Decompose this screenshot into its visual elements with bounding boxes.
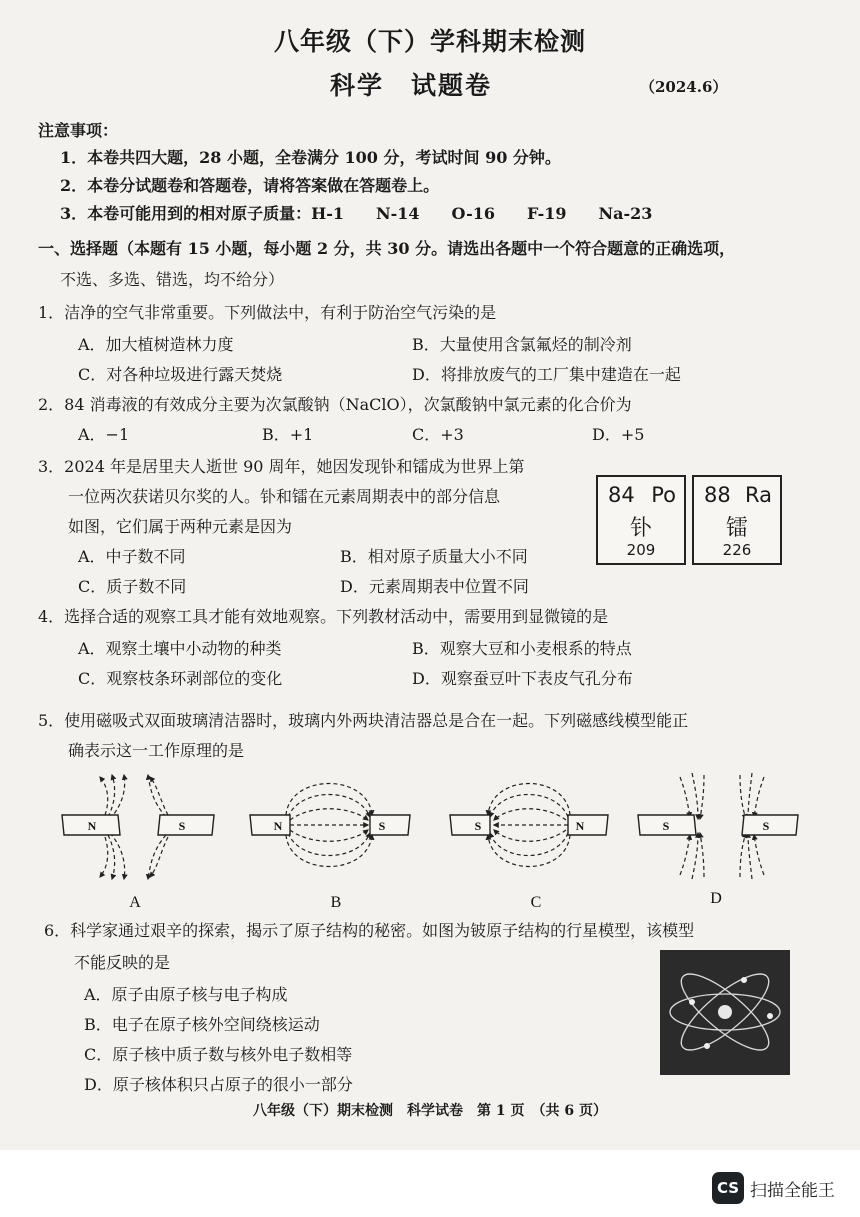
scanner-watermark [712, 1172, 835, 1204]
q6-option-b: B．电子在原子核外空间绕核运动 [84, 1015, 320, 1034]
note-item-1: 1．本卷共四大题，28 小题，全卷满分 100 分，考试时间 90 分钟。 [60, 148, 561, 167]
q6-stem-line1: 6．科学家通过艰辛的探索，揭示了原子结构的秘密。如图为铍原子结构的行星模型，该模型 [44, 921, 695, 940]
q5-stem-line1: 5．使用磁吸式双面玻璃清洁器时，玻璃内外两块清洁器总是合在一起。下列磁感线模型能正 [38, 711, 689, 730]
element-name: 钋 [629, 516, 652, 541]
diagram-d-label: D [710, 890, 722, 907]
camscanner-logo-text: 扫描全能王 [750, 1180, 835, 1201]
q1-stem: 1．洁净的空气非常重要。下列做法中，有利于防治空气污染的是 [38, 303, 497, 322]
diagram-a-right-magnet [158, 815, 214, 835]
diagram-c-field-lines [488, 784, 570, 867]
element-name: 镭 [725, 516, 748, 541]
q1-option-a: A．加大植树造林力度 [78, 335, 234, 354]
element-card-radium [692, 475, 782, 565]
q3-option-c: C．质子数不同 [78, 577, 187, 596]
exam-title: 八年级（下）学科期末检测 [273, 27, 586, 56]
exam-date: （2024.6） [640, 78, 728, 96]
electron-icon [767, 1013, 773, 1019]
q6-option-c: C．原子核中质子数与核外电子数相等 [84, 1045, 353, 1064]
atomic-number: 84 [608, 483, 635, 507]
q2-option-a: A．−1 [78, 425, 130, 444]
magnetic-field-diagrams [0, 765, 860, 915]
notes-heading: 注意事项： [38, 121, 119, 140]
diagram-c-right-magnet [568, 815, 608, 835]
q1-option-c: C．对各种垃圾进行露天焚烧 [78, 365, 283, 384]
q2-option-d: D．+5 [592, 425, 645, 444]
element-symbol: Po [651, 483, 676, 507]
diagram-a-right-pole: S [178, 819, 186, 833]
q3-stem-line1: 3．2024 年是居里夫人逝世 90 周年，她因发现钋和镭成为世界上第 [38, 457, 525, 476]
q3-option-a: A．中子数不同 [78, 547, 186, 566]
section-heading-line2: 不选、多选、错选，均不给分） [60, 270, 285, 289]
q2-option-c: C．+3 [412, 425, 464, 444]
diagram-d-right-magnet [742, 815, 798, 835]
diagram-b-left-pole: N [273, 819, 283, 833]
diagram-c-right-pole: N [575, 819, 585, 833]
q4-option-d: D．观察蚕豆叶下表皮气孔分布 [412, 669, 633, 688]
diagram-a-left-pole: N [87, 819, 97, 833]
electron-icon [704, 1043, 710, 1049]
diagram-b-left-magnet [250, 815, 290, 835]
element-card-polonium [596, 475, 686, 565]
atom-model-image [660, 950, 790, 1075]
q1-option-b: B．大量使用含氯氟烃的制冷剂 [412, 335, 632, 354]
section-heading-line1: 一、选择题（本题有 15 小题，每小题 2 分，共 30 分。请选出各题中一个符合题意的正确选项， [38, 239, 736, 258]
nucleus-icon [718, 1005, 732, 1019]
diagram-b-right-magnet [370, 815, 410, 835]
page-footer: 八年级（下）期末检测 科学试卷 第 1 页 （共 6 页） [253, 1103, 607, 1119]
diagram-c-left-magnet [450, 815, 490, 835]
q2-option-b: B．+1 [262, 425, 314, 444]
q2-stem: 2．84 消毒液的有效成分主要为次氯酸钠（NaClO），次氯酸钠中氯元素的化合价为 [38, 395, 632, 414]
diagram-a-label: A [129, 894, 141, 911]
q4-stem: 4．选择合适的观察工具才能有效地观察。下列教材活动中，需要用到显微镜的是 [38, 607, 609, 626]
diagram-d-left-pole: S [662, 819, 670, 833]
exam-subtitle: 科学 试题卷 [330, 71, 493, 100]
diagram-b-right-pole: S [378, 819, 386, 833]
q6-option-d: D．原子核体积只占原子的很小一部分 [84, 1075, 353, 1094]
q6-option-a: A．原子由原子核与电子构成 [84, 985, 288, 1004]
note-item-3: 3．本卷可能用到的相对原子质量：H-1 N-14 O-16 F-19 Na-23 [60, 204, 653, 223]
q4-option-c: C．观察枝条环剥部位的变化 [78, 669, 283, 688]
q3-option-b: B．相对原子质量大小不同 [340, 547, 528, 566]
q1-option-d: D．将排放废气的工厂集中建造在一起 [412, 365, 681, 384]
diagram-c-label: C [530, 894, 542, 911]
atomic-number: 88 [704, 483, 731, 507]
note-item-2: 2．本卷分试题卷和答题卷，请将答案做在答题卷上。 [60, 176, 440, 195]
q3-stem-line3: 如图，它们属于两种元素是因为 [68, 517, 293, 536]
q5-stem-line2: 确表示这一工作原理的是 [68, 741, 245, 760]
electron-icon [689, 999, 695, 1005]
q3-option-d: D．元素周期表中位置不同 [340, 577, 529, 596]
q4-option-a: A．观察土壤中小动物的种类 [78, 639, 282, 658]
diagram-b-field-lines [286, 784, 372, 867]
q3-stem-line2: 一位两次获诺贝尔奖的人。钋和镭在元素周期表中的部分信息 [68, 487, 501, 506]
q4-option-b: B．观察大豆和小麦根系的特点 [412, 639, 632, 658]
atomic-mass: 226 [722, 541, 752, 559]
atomic-mass: 209 [626, 541, 656, 559]
q6-stem-line2: 不能反映的是 [74, 953, 171, 972]
diagram-d-right-pole: S [762, 819, 770, 833]
camscanner-logo-icon: CS [712, 1172, 744, 1204]
element-symbol: Ra [745, 483, 772, 507]
electron-icon [741, 977, 747, 983]
diagram-c-left-pole: S [474, 819, 482, 833]
diagram-b-label: B [330, 894, 342, 911]
